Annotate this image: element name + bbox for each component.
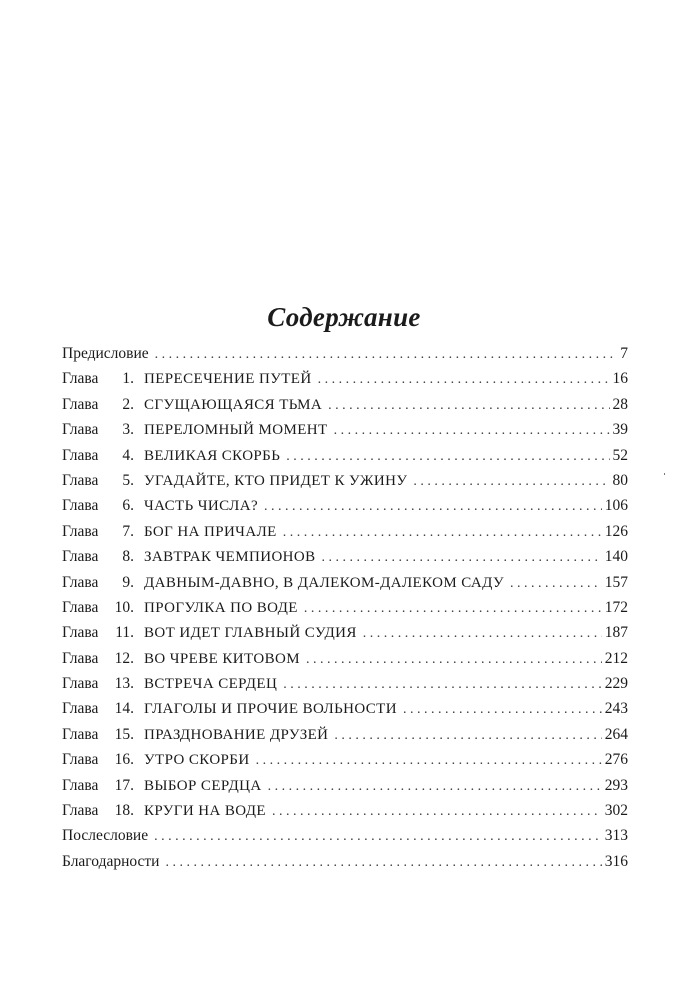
chapter-word: Глава xyxy=(62,497,99,515)
toc-entry-title: ВОТ ИДЕТ ГЛАВНЫЙ СУДИЯ xyxy=(144,625,357,642)
paper-speck xyxy=(664,473,665,475)
toc-entry-title: БОГ НА ПРИЧАЛЕ xyxy=(144,523,277,540)
chapter-number: 14. xyxy=(114,700,134,718)
toc-entry-title: ВО ЧРЕВЕ КИТОВОМ xyxy=(144,650,300,667)
toc-entry-label xyxy=(62,823,148,848)
toc-entry xyxy=(62,696,628,721)
toc-page-number: 293 xyxy=(604,776,628,794)
chapter-number: 9. xyxy=(122,573,134,591)
toc-entry-title: ПЕРЕСЕЧЕНИЕ ПУТЕЙ xyxy=(144,371,312,388)
dot-leader xyxy=(154,824,602,849)
toc-entry-title: Послесловие xyxy=(62,827,149,845)
chapter-number: 4. xyxy=(122,446,134,464)
dot-leader xyxy=(264,494,602,519)
chapter-number: 17. xyxy=(114,776,134,794)
toc-entry-title: ВЫБОР СЕРДЦА xyxy=(144,777,262,794)
chapter-word: Глава xyxy=(62,370,99,388)
toc-entry-title: ПЕРЕЛОМНЫЙ МОМЕНТ xyxy=(144,422,328,439)
toc-entry xyxy=(62,798,628,823)
toc-page-number: 229 xyxy=(604,675,628,693)
toc-entry xyxy=(62,366,628,391)
toc-entry-title: ЧАСТЬ ЧИСЛА? xyxy=(144,498,259,515)
toc-entry xyxy=(62,392,628,417)
chapter-number: 12. xyxy=(114,649,134,667)
dot-leader xyxy=(283,672,602,697)
dot-leader xyxy=(334,418,610,443)
toc-entry-label xyxy=(62,544,316,570)
chapter-number: 13. xyxy=(114,675,134,693)
toc-page-number: 172 xyxy=(604,598,628,616)
chapter-word: Глава xyxy=(62,598,99,616)
toc-entry-label xyxy=(62,849,159,874)
chapter-word: Глава xyxy=(62,471,99,489)
toc-page-number: 276 xyxy=(604,751,628,769)
toc-page-number: 39 xyxy=(612,421,628,439)
toc-entry xyxy=(62,620,628,645)
chapter-word: Глава xyxy=(62,421,99,439)
toc-entry xyxy=(62,671,628,696)
toc-entry-title: УТРО СКОРБИ xyxy=(144,752,250,769)
dot-leader xyxy=(322,545,602,570)
chapter-number: 7. xyxy=(122,522,134,540)
toc-entry xyxy=(62,519,628,544)
chapter-number: 11. xyxy=(115,624,134,642)
dot-leader xyxy=(304,596,602,621)
dot-leader xyxy=(510,571,602,596)
toc-page-number: 264 xyxy=(604,725,628,743)
toc-entry-title: ГЛАГОЛЫ И ПРОЧИЕ ВОЛЬНОСТИ xyxy=(144,701,397,718)
chapter-word: Глава xyxy=(62,700,99,718)
chapter-number: 15. xyxy=(114,725,134,743)
toc-entry-label xyxy=(62,493,258,519)
toc-page-number: 157 xyxy=(604,573,628,591)
toc-entry xyxy=(62,443,628,468)
chapter-word: Глава xyxy=(62,802,99,820)
toc-page-number: 106 xyxy=(604,497,628,515)
chapter-word: Глава xyxy=(62,751,99,769)
dot-leader xyxy=(363,621,602,646)
toc-entry xyxy=(62,823,628,848)
chapter-number: 18. xyxy=(114,802,134,820)
toc-entry-label xyxy=(62,671,277,697)
toc-entry-label xyxy=(62,417,328,443)
chapter-number: 16. xyxy=(114,751,134,769)
toc-page-number: 316 xyxy=(604,852,628,870)
toc-entry xyxy=(62,341,628,366)
toc-entry-label xyxy=(62,722,328,748)
toc-entry-title: ВЕЛИКАЯ СКОРБЬ xyxy=(144,447,281,464)
chapter-number: 2. xyxy=(122,395,134,413)
toc-entry xyxy=(62,595,628,620)
toc-page-number: 7 xyxy=(620,345,628,362)
chapter-number: 1. xyxy=(122,370,134,388)
chapter-word: Глава xyxy=(62,548,99,566)
chapter-number: 3. xyxy=(122,421,134,439)
dot-leader xyxy=(165,850,601,875)
chapter-number: 5. xyxy=(122,471,134,489)
dot-leader xyxy=(155,342,618,367)
chapter-word: Глава xyxy=(62,675,99,693)
toc-entry-label xyxy=(62,468,407,494)
toc-entry xyxy=(62,544,628,569)
toc-entry-title: ДАВНЫМ-ДАВНО, В ДАЛЕКОМ-ДАЛЕКОМ САДУ xyxy=(144,574,504,591)
toc-entry-title: ЗАВТРАК ЧЕМПИОНОВ xyxy=(144,549,316,566)
toc-entry xyxy=(62,493,628,518)
toc-entry-label xyxy=(62,392,322,418)
toc-entry-title: ВСТРЕЧА СЕРДЕЦ xyxy=(144,676,278,693)
toc-entry-title: Предисловие xyxy=(62,345,149,362)
toc-entry xyxy=(62,722,628,747)
toc-entry-title: Благодарности xyxy=(62,852,160,870)
dot-leader xyxy=(318,367,610,392)
table-of-contents xyxy=(62,341,628,874)
toc-entry xyxy=(62,646,628,671)
dot-leader xyxy=(272,799,602,824)
dot-leader xyxy=(403,697,602,722)
toc-title: Содержание xyxy=(267,302,421,333)
toc-page-number: 302 xyxy=(604,802,628,820)
chapter-word: Глава xyxy=(62,624,99,642)
chapter-number: 10. xyxy=(114,598,134,616)
chapter-word: Глава xyxy=(62,573,99,591)
toc-entry-label xyxy=(62,366,312,392)
toc-entry-title: СГУЩАЮЩАЯСЯ ТЬМА xyxy=(144,396,323,413)
chapter-word: Глава xyxy=(62,395,99,413)
toc-entry-title: ПРОГУЛКА ПО ВОДЕ xyxy=(144,599,298,616)
chapter-number: 8. xyxy=(122,548,134,566)
toc-page-number: 212 xyxy=(604,649,628,667)
dot-leader xyxy=(268,774,602,799)
toc-entry xyxy=(62,773,628,798)
toc-entry-title: ПРАЗДНОВАНИЕ ДРУЗЕЙ xyxy=(144,726,329,743)
dot-leader xyxy=(256,748,602,773)
toc-entry xyxy=(62,417,628,442)
toc-entry-label xyxy=(62,798,266,824)
toc-page-number: 243 xyxy=(604,700,628,718)
toc-entry-label xyxy=(62,595,298,621)
toc-entry-label xyxy=(62,773,262,799)
chapter-word: Глава xyxy=(62,649,99,667)
toc-page-number: 187 xyxy=(604,624,628,642)
dot-leader xyxy=(286,444,609,469)
dot-leader xyxy=(328,393,609,418)
toc-page-number: 52 xyxy=(612,446,628,464)
chapter-word: Глава xyxy=(62,522,99,540)
toc-page-number: 126 xyxy=(604,522,628,540)
dot-leader xyxy=(283,520,602,545)
toc-entry-label xyxy=(62,519,277,545)
toc-page-number: 16 xyxy=(612,370,628,388)
chapter-word: Глава xyxy=(62,725,99,743)
toc-entry xyxy=(62,570,628,595)
chapter-word: Глава xyxy=(62,776,99,794)
toc-entry-label xyxy=(62,570,504,596)
toc-entry xyxy=(62,468,628,493)
toc-entry-label xyxy=(62,620,357,646)
toc-entry-title: УГАДАЙТЕ, КТО ПРИДЕТ К УЖИНУ xyxy=(144,472,408,489)
toc-entry-label xyxy=(62,443,280,469)
dot-leader xyxy=(334,723,601,748)
toc-page-number: 28 xyxy=(612,395,628,413)
toc-entry-label xyxy=(62,646,300,672)
chapter-number: 6. xyxy=(122,497,134,515)
toc-page-number: 313 xyxy=(604,827,628,845)
dot-leader xyxy=(306,647,602,672)
toc-entry xyxy=(62,747,628,772)
toc-page-number: 80 xyxy=(612,471,628,489)
toc-entry xyxy=(62,849,628,874)
toc-entry-label xyxy=(62,696,397,722)
dot-leader xyxy=(413,469,609,494)
toc-entry-label xyxy=(62,747,250,773)
toc-entry-label xyxy=(62,341,149,366)
toc-page-number: 140 xyxy=(604,548,628,566)
chapter-word: Глава xyxy=(62,446,99,464)
toc-entry-title: КРУГИ НА ВОДЕ xyxy=(144,803,266,820)
